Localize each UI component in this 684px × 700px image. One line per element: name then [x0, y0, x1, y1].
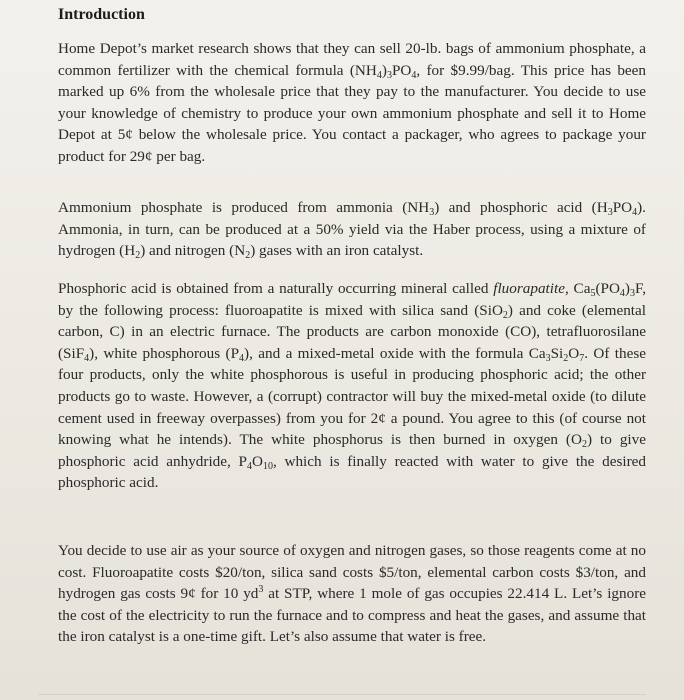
- paragraph-market-research: Home Depot’s market research shows that they can sell 20-lb. bags of ammonium phosphate, a common fertilizer with the chemical formula $(NH_4)_3PO_4$, for $9.99/bag. This price has been marked up 6% from the wholesale price that they pay to the manufacturer. You decide to use your knowledge of chemistry to produce your own ammonium phosphate and sell it to Home Depot at 5¢ below the wholesale price. You contact a packager, who agrees to package your product for 29¢ per bag.: [58, 40, 646, 165]
- paragraph-costs: You decide to use air as your source of oxygen and nitrogen gases, so those reagents come at no cost. Fluoroapatite costs $20/ton, silica sand costs $5/ton, elemental carbon costs $3/ton, and hydrogen gas costs 9¢ for 10 $yd^3$ at STP, where 1 mole of gas occupies 22.414 L. Let’s ignore the cost of the electricity to run the furnace and to compress and heat the gases, and assume that the iron catalyst is a one-time gift. Let’s also assume that water is free.: [58, 542, 646, 646]
- section-heading: Introduction: [58, 6, 145, 23]
- paragraph-phosphoric-acid: Phosphoric acid is obtained from a naturally occurring mineral called fluorapatite, $Ca_5(PO_4)_3F$, by the following process: fluoroapatite is mixed with silica sand (SiO$_2$) and coke (elemental carbon, C) in an electric furnace. The products are carbon monoxide (CO), tetrafluorosilane (SiF$_4$), white phosphorous $(P_4)$, and a mixed-metal oxide with the formula $Ca_3Si_2O_7$. Of these four products, only the white phosphorous is useful in producing phosphoric acid; the other products go to waste. However, a (corrupt) contractor will buy the mixed-metal oxide (to dilute cement used in freeway overpasses) from you for 2¢ a pound. You agree to this (of course not knowing what he intends). The white phosphorus is then burned in oxygen $(O_2)$ to give phosphoric acid anhydride, $P_4O_{10}$, which is finally reacted with water to give the desired phosphoric acid.: [58, 280, 647, 492]
- divider: [38, 694, 646, 695]
- paragraph-ammonium-phosphate: Ammonium phosphate is produced from ammonia $(NH_3)$ and phosphoric acid $(H_3PO_4)$. Ammonia, in turn, can be produced at a 50% yield via the Haber process, using a mixture of hydrogen $(H_2)$ and nitrogen $(N_2)$ gases with an iron catalyst.: [58, 199, 646, 262]
